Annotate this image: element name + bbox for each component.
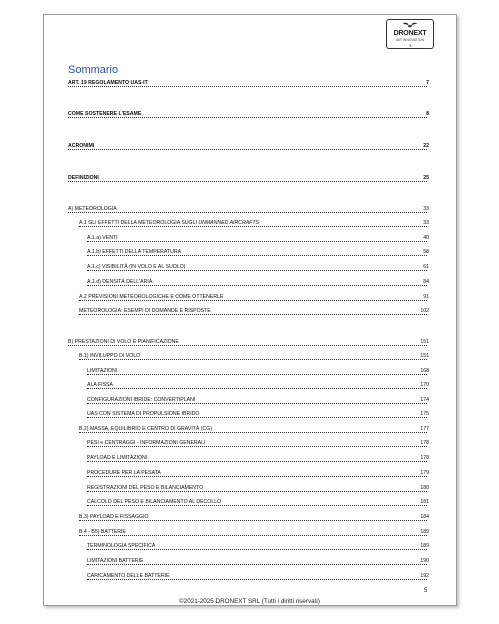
toc-entry-label: PESI e CENTRAGGI - INFORMAZIONI GENERALI — [87, 440, 206, 446]
toc-entry[interactable] — [0, 426, 499, 435]
toc-entry[interactable] — [0, 397, 499, 406]
toc-entry-page: 58 — [423, 249, 429, 255]
toc-leader-dots — [68, 212, 427, 213]
toc-entry[interactable] — [0, 558, 499, 567]
toc-entry[interactable] — [0, 339, 499, 348]
toc-entry-label: METEOROLOGIA: ESEMPI DI DOMANDE E RISPOSTE — [79, 308, 211, 314]
toc-leader-dots — [87, 374, 427, 375]
toc-entry-label: B.1) INVILUPPO DI VOLO — [79, 353, 141, 359]
toc-entry[interactable] — [0, 499, 499, 508]
toc-entry-page: 190 — [420, 558, 429, 564]
toc-entry[interactable] — [0, 264, 499, 273]
toc-entry-label: PAYLOAD E LIMITAZIONI — [87, 455, 148, 461]
toc-entry[interactable] — [0, 514, 499, 523]
toc-entry-page: 151 — [420, 339, 429, 345]
drone-icon — [403, 22, 417, 29]
toc-entry-page: 168 — [420, 368, 429, 374]
toc-entry-label: A.1.c) VISIBILITÀ (IN VOLO E AL SUOLO) — [87, 264, 186, 270]
toc-entry[interactable] — [0, 235, 499, 244]
toc-entry-label: UAS CON SISTEMA DI PROPULSIONE IBRIDO — [87, 411, 200, 417]
toc-entry-label: COME SOSTENERE L'ESAME — [68, 111, 142, 117]
toc-entry-page: 33 — [423, 206, 429, 212]
toc-entry-page: 175 — [420, 411, 429, 417]
toc-entry-label: A.1.d) DENSITÀ DELL'ARIA — [87, 279, 153, 285]
toc-entry[interactable] — [0, 175, 499, 184]
toc-entry-page: 189 — [420, 529, 429, 535]
dronext-logo — [386, 19, 434, 49]
toc-entry-label: DEFINIZIONI — [68, 175, 99, 181]
toc-entry[interactable] — [0, 206, 499, 215]
toc-entry-label: LIMITAZIONI BATTERIE — [87, 558, 144, 564]
toc-entry-label: REGISTRAZIONI DEL PESO E BILANCIAMENTO — [87, 485, 204, 491]
toc-leader-dots — [68, 149, 427, 150]
toc-entry-page: 189 — [420, 543, 429, 549]
logo-tagline: AIR INNOVATION — [395, 38, 425, 42]
toc-entry-page: 192 — [420, 573, 429, 579]
toc-entry-label: TERMINOLOGIA SPECIFICA — [87, 543, 156, 549]
toc-entry[interactable] — [0, 279, 499, 288]
toc-entry-page: 180 — [420, 485, 429, 491]
toc-entry-label: B.2) MASSA, EQUILIBRIO E CENTRO DI GRAVITÀ (CG) — [79, 426, 213, 432]
page-number: 5 — [424, 588, 428, 594]
toc-entry[interactable] — [0, 543, 499, 552]
toc-leader-dots — [87, 241, 427, 242]
toc-entry-label: A.1.a) VENTI — [87, 235, 118, 241]
toc-entry-page: 84 — [423, 279, 429, 285]
logo-mark: ® — [409, 43, 412, 48]
toc-entry-label: B) PRESTAZIONI DI VOLO E PIANIFICAZIONE — [68, 339, 179, 345]
toc-entry[interactable] — [0, 294, 499, 303]
toc-entry[interactable] — [0, 249, 499, 258]
toc-entry-page: 181 — [420, 499, 429, 505]
toc-entry-page: 61 — [423, 264, 429, 270]
toc-leader-dots — [68, 181, 427, 182]
logo-brand: DRONEXT — [393, 30, 427, 37]
toc-entry-page: 184 — [420, 514, 429, 520]
toc-entry-label: CARICAMENTO DELLE BATTERIE — [87, 573, 170, 579]
toc-entry-page: 91 — [423, 294, 429, 300]
toc-leader-dots — [79, 535, 427, 536]
toc-entry-label: ART. 19 REGOLAMENTO UAS-IT — [68, 80, 148, 86]
toc-entry[interactable] — [0, 485, 499, 494]
toc-entry[interactable] — [0, 368, 499, 377]
toc-entry-page: 7 — [426, 80, 429, 86]
toc-entry-page: 178 — [420, 440, 429, 446]
toc-entry-label: A.2 PREVISIONI METEOROLOGICHE E COME OTTENERLE — [79, 294, 224, 300]
toc-entry[interactable] — [0, 308, 499, 317]
toc-entry-label: PROCEDURE PER LA PESATA — [87, 470, 161, 476]
toc-entry-page: 22 — [423, 143, 429, 149]
toc-entry[interactable] — [0, 573, 499, 582]
toc-entry-label: ACRONIMI — [68, 143, 95, 149]
toc-entry-label: A.1 GLI EFFETTI DELLA METEOROLOGIA SUGLI UNMANNED AIRCRAFTS — [79, 220, 259, 226]
footer-copyright: ©2021-2025 DRONEXT SRL (Tutti i diritti riservati) — [179, 598, 320, 605]
toc-entry-label: A.1.b) EFFETTI DELLA TEMPERATURA — [87, 249, 182, 255]
toc-entry-label: LIMITAZIONI — [87, 368, 118, 374]
toc-entry[interactable] — [0, 411, 499, 420]
toc-entry[interactable] — [0, 143, 499, 152]
toc-entry-page: 33 — [423, 220, 429, 226]
toc-entry-page: 102 — [420, 308, 429, 314]
toc-entry-label: B.4 - B5) BATTERIE — [79, 529, 126, 535]
toc-entry-label: A) METEOROLOGIA — [68, 206, 117, 212]
toc-entry-page: 178 — [420, 455, 429, 461]
toc-entry-page: 177 — [420, 426, 429, 432]
toc-entry[interactable] — [0, 220, 499, 229]
toc-entry-page: 40 — [423, 235, 429, 241]
toc-entry[interactable] — [0, 440, 499, 449]
toc-title: Sommario — [68, 64, 119, 76]
toc-entry[interactable] — [0, 455, 499, 464]
toc-entry-page: 25 — [423, 175, 429, 181]
toc-entry-label: CALCOLO DEL PESO E BILANCIAMENTO AL DECOLLO — [87, 499, 222, 505]
toc-entry-page: 151 — [420, 353, 429, 359]
toc-entry-page: 174 — [420, 397, 429, 403]
toc-leader-dots — [87, 388, 427, 389]
toc-entry-page: 179 — [420, 470, 429, 476]
toc-entry[interactable] — [0, 80, 499, 89]
toc-entry[interactable] — [0, 111, 499, 120]
toc-entry[interactable] — [0, 353, 499, 362]
toc-entry[interactable] — [0, 382, 499, 391]
toc-entry-page: 8 — [426, 111, 429, 117]
toc-entry[interactable] — [0, 470, 499, 479]
toc-entry-label: B.3) PAYLOAD E FISSAGGIO — [79, 514, 149, 520]
toc-entry-page: 170 — [420, 382, 429, 388]
toc-entry-label: CONFIGURAZIONI IBRIDE: CONVERTIPLANI — [87, 397, 196, 403]
toc-entry-label: ALA FISSA — [87, 382, 113, 388]
toc-entry[interactable] — [0, 529, 499, 538]
